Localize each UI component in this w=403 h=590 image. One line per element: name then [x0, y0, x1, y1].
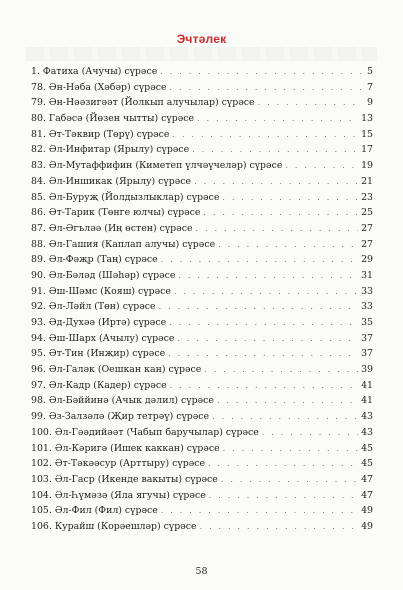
- toc-entry-page: 31: [361, 269, 373, 281]
- toc-entry-page: 15: [361, 128, 373, 140]
- toc-entry-page: 41: [361, 395, 373, 407]
- toc-entry-page: 19: [361, 160, 373, 172]
- toc-entry-title: 95. Әт-Тин (Инҗир) сүрәсе: [31, 348, 166, 360]
- dot-leader: [285, 158, 358, 174]
- toc-entry: [31, 409, 373, 425]
- toc-entry-page: 21: [361, 175, 373, 187]
- toc-entry-title: 97. Әл-Кадр (Кадер) сүрәсе: [31, 379, 167, 391]
- toc-entry-page: 29: [361, 254, 373, 266]
- toc-entry-title: 106. Курайш (Корәешләр) сүрәсе: [31, 520, 197, 532]
- toc-entry-title: 81. Әт-Тәквир (Төрү) сүрәсе: [31, 128, 170, 140]
- toc-entry: [31, 190, 373, 206]
- toc-entry-page: 17: [361, 144, 373, 156]
- toc-entry-page: 47: [361, 473, 373, 485]
- toc-entry: [31, 315, 373, 331]
- toc-entry-title: 88. Әл-Гашия (Каплап алучы) сүрәсе: [31, 238, 216, 250]
- dot-leader: [174, 284, 358, 300]
- dot-leader: [169, 315, 358, 331]
- toc-entry: [31, 142, 373, 158]
- toc-entry-title: 91. Әш-Шәмс (Кояш) сүрәсе: [31, 285, 171, 297]
- toc-entry-title: 99. Әз-Залзәлә (Җир тетрәү) сүрәсе: [31, 411, 210, 423]
- page-number: 58: [195, 566, 208, 577]
- toc-entry-title: 1. Фатиха (Ачучы) сүрәсе: [31, 66, 158, 77]
- toc-entry: [31, 80, 373, 96]
- toc-entry: [31, 174, 373, 190]
- toc-entry-page: 43: [361, 426, 373, 438]
- toc-entry: [31, 331, 373, 347]
- toc-entry-page: 45: [361, 442, 373, 454]
- toc-entry-page: 49: [361, 505, 373, 517]
- toc-entry-title: 78. Ән-Нәба (Хәбәр) сүрәсе: [31, 81, 167, 93]
- toc-entry-page: 13: [361, 113, 373, 125]
- toc-title: Эчтәлек: [176, 32, 227, 46]
- toc-entry: [31, 456, 373, 472]
- toc-entry: [31, 221, 373, 237]
- toc-entry: [31, 393, 373, 409]
- toc-entry-title: 102. Әт-Тәкәәсур (Арттыру) сүрәсе: [31, 458, 206, 470]
- toc-entry-title: 105. Әл-Фил (Фил) сүрәсе: [31, 505, 158, 517]
- toc-entry: [31, 95, 373, 111]
- dot-leader: [221, 472, 358, 488]
- dot-leader: [172, 127, 358, 143]
- dot-leader: [258, 95, 362, 111]
- table-of-contents: [31, 64, 373, 535]
- dot-leader: [208, 456, 358, 472]
- toc-entry-page: 23: [361, 191, 373, 203]
- toc-entry-page: 33: [361, 301, 373, 313]
- toc-entry: [31, 127, 373, 143]
- toc-entry-page: 5: [367, 66, 373, 77]
- toc-entry-title: 100. Әл-Гәәдийәәт (Чабып баручылар) сүрәсе: [31, 426, 259, 438]
- toc-entry-title: 87. Әл-Әгъләә (Иң өстен) сүрәсе: [31, 222, 193, 234]
- dot-leader: [194, 174, 358, 190]
- toc-entry-page: 45: [361, 458, 373, 470]
- toc-entry-page: 27: [361, 222, 373, 234]
- toc-entry: [31, 284, 373, 300]
- toc-entry: [31, 299, 373, 315]
- toc-entry: [31, 158, 373, 174]
- toc-entry-title: 84. Әл-Иншикак (Ярылу) сүрәсе: [31, 175, 192, 187]
- dot-leader: [170, 378, 358, 394]
- dot-leader: [161, 252, 358, 268]
- toc-entry: [31, 441, 373, 457]
- dot-leader: [203, 205, 358, 221]
- dot-leader: [192, 142, 358, 158]
- toc-entry-title: 101. Әл-Кәригә (Ишек каккан) сүрәсе: [31, 442, 220, 454]
- toc-entry-title: 80. Габәсә (Йөзен чытты) сүрәсе: [31, 113, 195, 125]
- toc-entry-title: 82. Әл-Инфитар (Ярылу) сүрәсе: [31, 144, 190, 156]
- dot-leader: [161, 503, 358, 519]
- dot-leader: [209, 488, 358, 504]
- toc-entry-page: 37: [361, 348, 373, 360]
- dot-leader: [178, 268, 358, 284]
- toc-entry: [31, 346, 373, 362]
- dot-leader: [160, 64, 362, 80]
- toc-entry-page: 41: [361, 379, 373, 391]
- dot-leader: [159, 299, 358, 315]
- toc-entry-page: 7: [367, 81, 373, 93]
- toc-entry-page: 27: [361, 238, 373, 250]
- toc-entry-title: 104. Әл-Һүмәзә (Яла ягучы) сүрәсе: [31, 489, 206, 501]
- toc-entry-title: 85. Әл-Буруҗ (Йолдызлыклар) сүрәсе: [31, 191, 220, 203]
- toc-entry-page: 9: [367, 97, 373, 109]
- toc-entry-page: 37: [361, 332, 373, 344]
- toc-entry: [31, 425, 373, 441]
- toc-entry-page: 47: [361, 489, 373, 501]
- toc-entry-title: 79. Ән-Нәәзигәәт (Йолкып алучылар) сүрәсе: [31, 97, 255, 109]
- toc-entry: [31, 362, 373, 378]
- toc-entry: [31, 378, 373, 394]
- dot-leader: [217, 393, 358, 409]
- dot-leader: [196, 221, 359, 237]
- toc-entry-page: 25: [361, 207, 373, 219]
- toc-entry-page: 49: [361, 520, 373, 532]
- toc-entry-page: 35: [361, 317, 373, 328]
- toc-entry: [31, 64, 373, 80]
- toc-entry: [31, 472, 373, 488]
- toc-entry: [31, 503, 373, 519]
- toc-entry: [31, 111, 373, 127]
- toc-entry-title: 103. Әл-Гаср (Икенде вакыты) сүрәсе: [31, 473, 218, 485]
- dot-leader: [170, 80, 362, 96]
- toc-entry: [31, 488, 373, 504]
- dot-leader: [212, 409, 358, 425]
- toc-entry-title: 98. Әл-Бәййинә (Ачык дәлил) сүрәсе: [31, 395, 214, 407]
- dot-leader: [262, 425, 358, 441]
- dot-leader: [204, 362, 358, 378]
- toc-entry: [31, 268, 373, 284]
- toc-entry: [31, 519, 373, 535]
- toc-entry-title: 86. Әт-Тарик (Төнге юлчы) сүрәсе: [31, 207, 201, 219]
- toc-entry-page: 43: [361, 411, 373, 423]
- dot-leader: [168, 346, 358, 362]
- dot-leader: [200, 519, 358, 535]
- toc-entry: [31, 237, 373, 253]
- toc-entry-title: 92. Әл-Ләйл (Төн) сүрәсе: [31, 301, 156, 313]
- dot-leader: [218, 237, 358, 253]
- toc-entry-title: 89. Әл-Фәҗр (Таң) сүрәсе: [31, 254, 158, 266]
- dot-leader: [223, 441, 358, 457]
- toc-entry-title: 96. Әл-Галәк (Оешкан кан) сүрәсе: [31, 364, 202, 376]
- toc-entry-title: 94. Әш-Шарх (Ачылу) сүрәсе: [31, 332, 175, 344]
- toc-entry-title: 83. Әл-Мутаффифин (Киметеп үлчәүчеләр) сүрәсе: [31, 160, 283, 172]
- toc-entry-page: 33: [361, 285, 373, 297]
- toc-entry: [31, 205, 373, 221]
- dot-leader: [197, 111, 358, 127]
- bleed-through-text: [26, 47, 377, 61]
- dot-leader: [222, 190, 358, 206]
- toc-entry: [31, 252, 373, 268]
- toc-entry-title: 90. Әл-Бәләд (Шәһәр) сүрәсе: [31, 269, 176, 281]
- toc-entry-title: 93. Әд-Духәә (Иртә) сүрәсе: [31, 317, 167, 328]
- toc-entry-page: 39: [361, 364, 373, 376]
- dot-leader: [177, 331, 358, 347]
